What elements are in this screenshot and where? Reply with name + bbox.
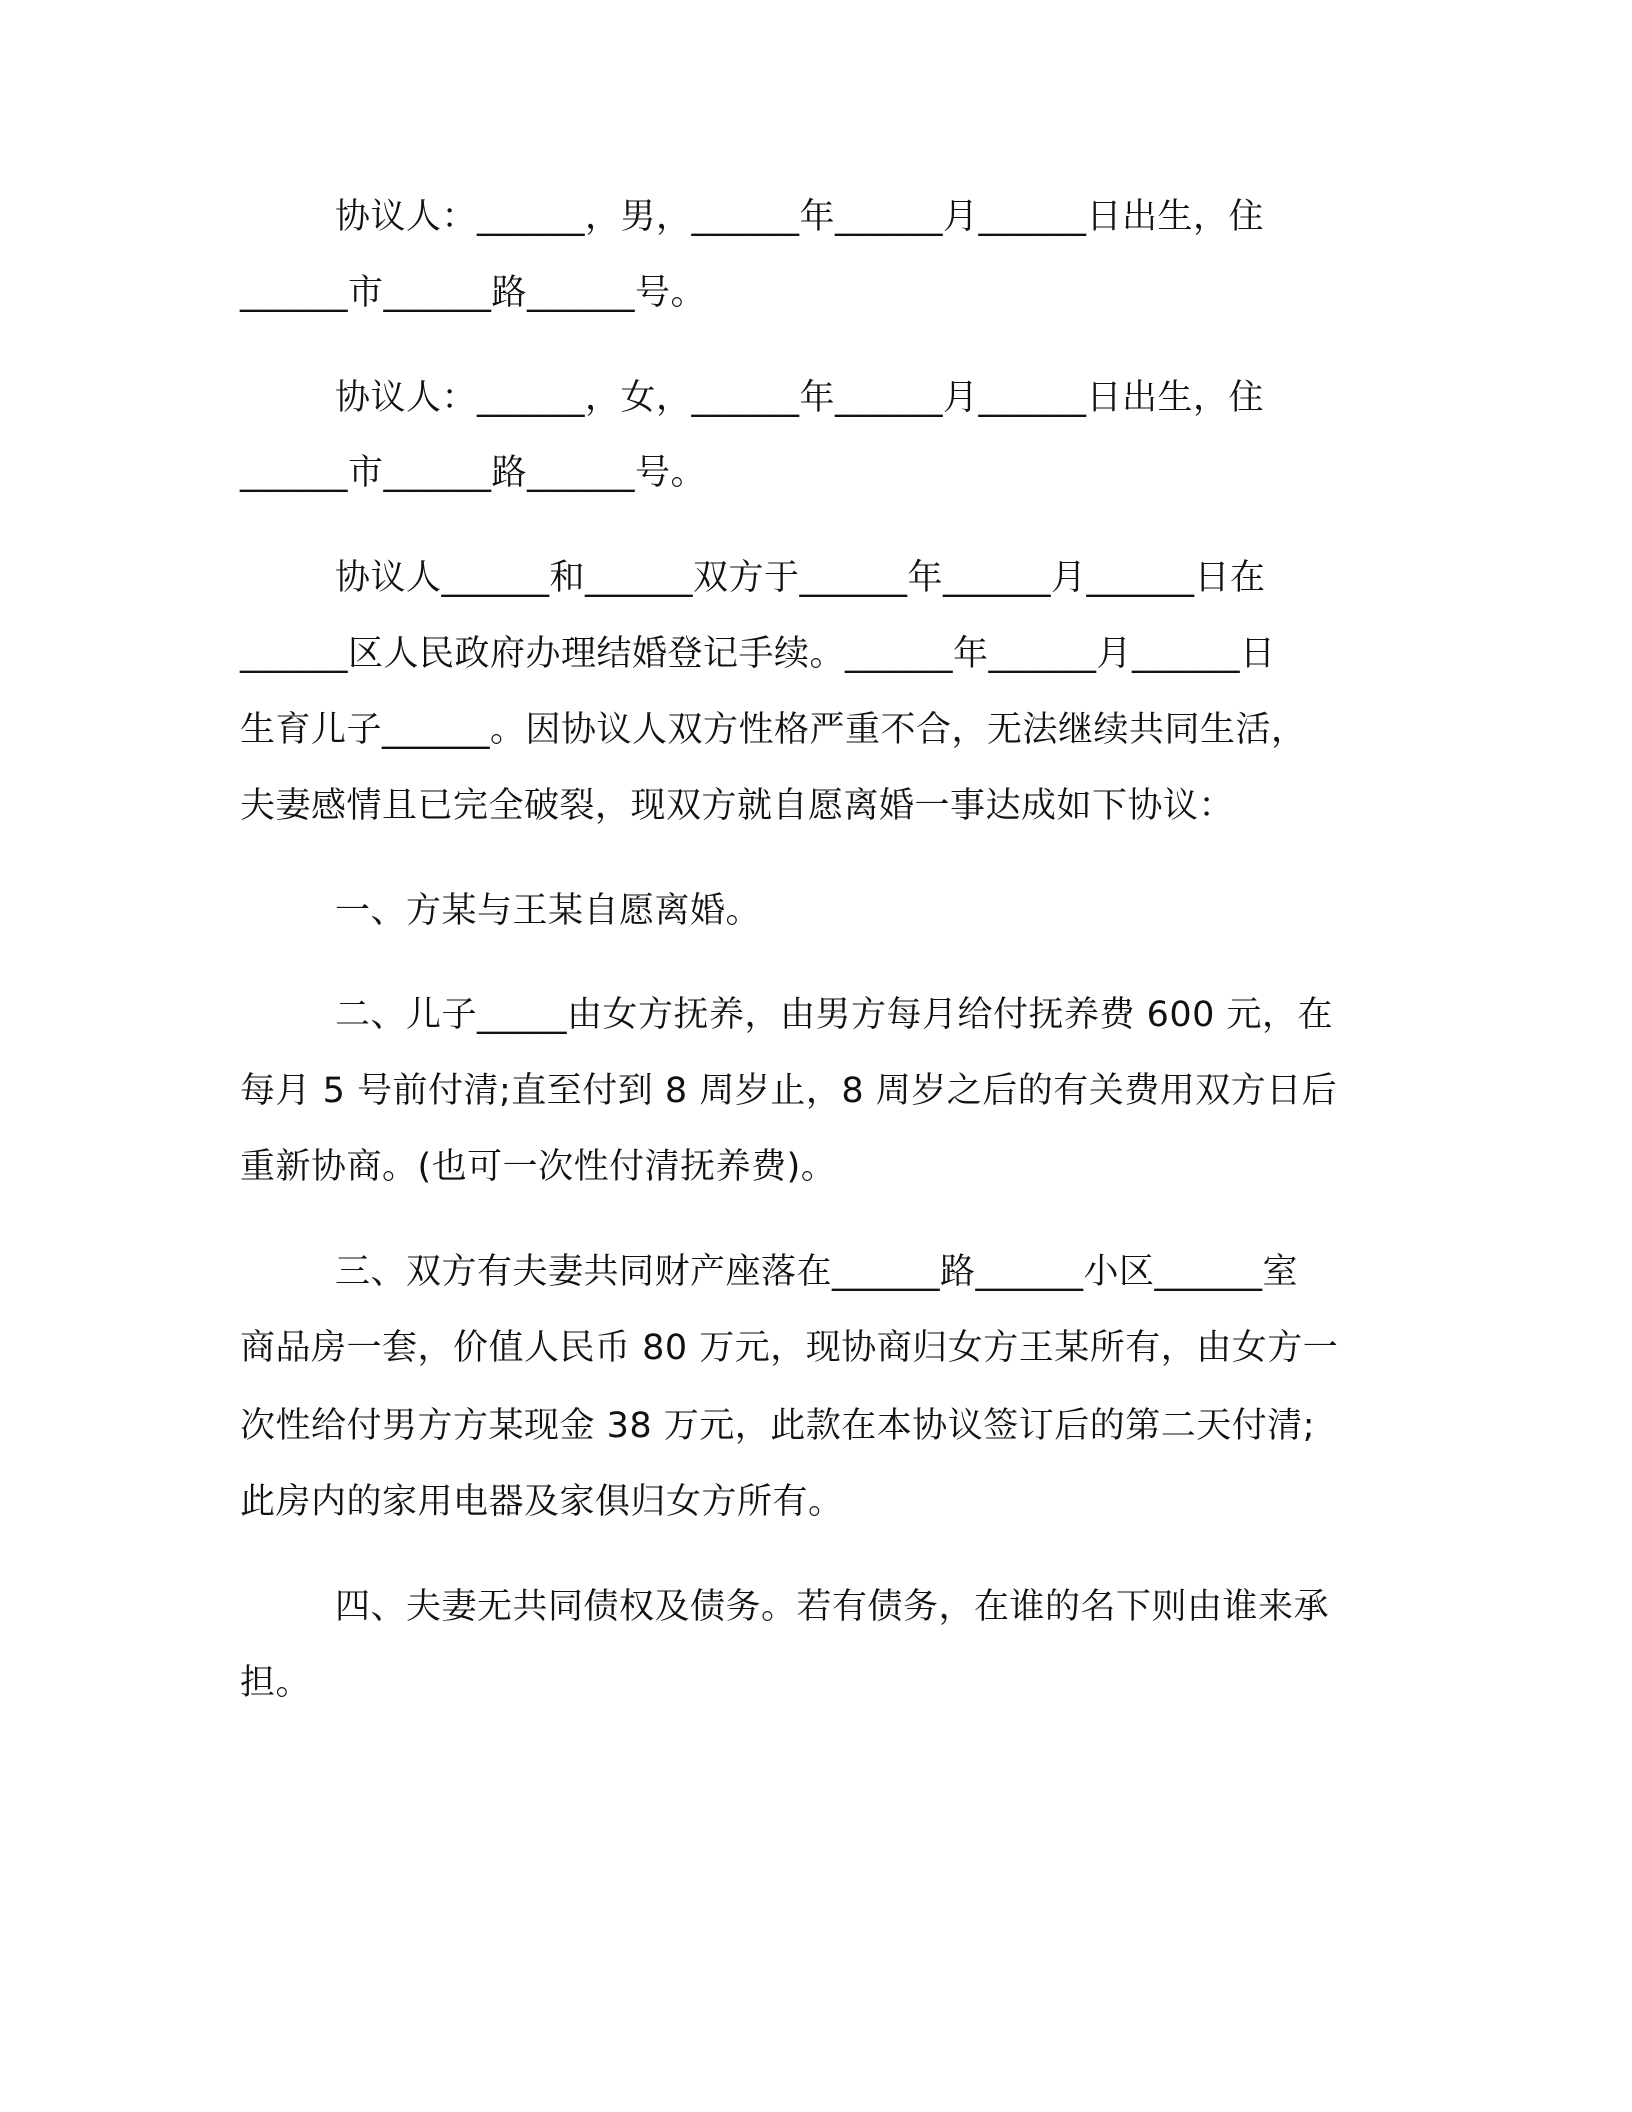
party-female-line-1: 协议人：______，女，______年______月______日出生，住 <box>335 378 1265 418</box>
clause-4-line-2: 担。 <box>240 1663 312 1703</box>
preamble-line-1: 协议人______和______双方于______年______月______日在 <box>335 558 1266 598</box>
party-female-line-2: ______市______路______号。 <box>240 453 707 493</box>
clause-1-line-1: 一、方某与王某自愿离婚。 <box>335 891 762 931</box>
clause-3-line-1: 三、双方有夫妻共同财产座落在______路______小区______室 <box>335 1252 1299 1292</box>
clause-4-line-1: 四、夫妻无共同债权及债务。若有债务，在谁的名下则由谁来承 <box>335 1587 1330 1627</box>
clause-3-line-3: 次性给付男方方某现金 38 万元，此款在本协议签订后的第二天付清; <box>240 1406 1316 1446</box>
clause-2-line-3: 重新协商。(也可一次性付清抚养费)。 <box>240 1147 837 1187</box>
preamble-line-4: 夫妻感情且已完全破裂，现双方就自愿离婚一事达成如下协议： <box>240 786 1235 826</box>
clause-2-line-2: 每月 5 号前付清;直至付到 8 周岁止，8 周岁之后的有关费用双方日后 <box>240 1071 1338 1111</box>
party-male-line-2: ______市______路______号。 <box>240 273 707 313</box>
clause-3-line-4: 此房内的家用电器及家俱归女方所有。 <box>240 1482 844 1522</box>
party-male-line-1: 协议人：______，男，______年______月______日出生，住 <box>335 197 1265 237</box>
preamble-line-3: 生育儿子______。因协议人双方性格严重不合，无法继续共同生活， <box>240 710 1307 750</box>
clause-2-line-1: 二、儿子_____由女方抚养，由男方每月给付抚养费 600 元，在 <box>335 995 1334 1035</box>
preamble-line-2: ______区人民政府办理结婚登记手续。______年______月______日 <box>240 634 1276 674</box>
clause-3-line-2: 商品房一套，价值人民币 80 万元，现协商归女方王某所有，由女方一 <box>240 1328 1339 1368</box>
